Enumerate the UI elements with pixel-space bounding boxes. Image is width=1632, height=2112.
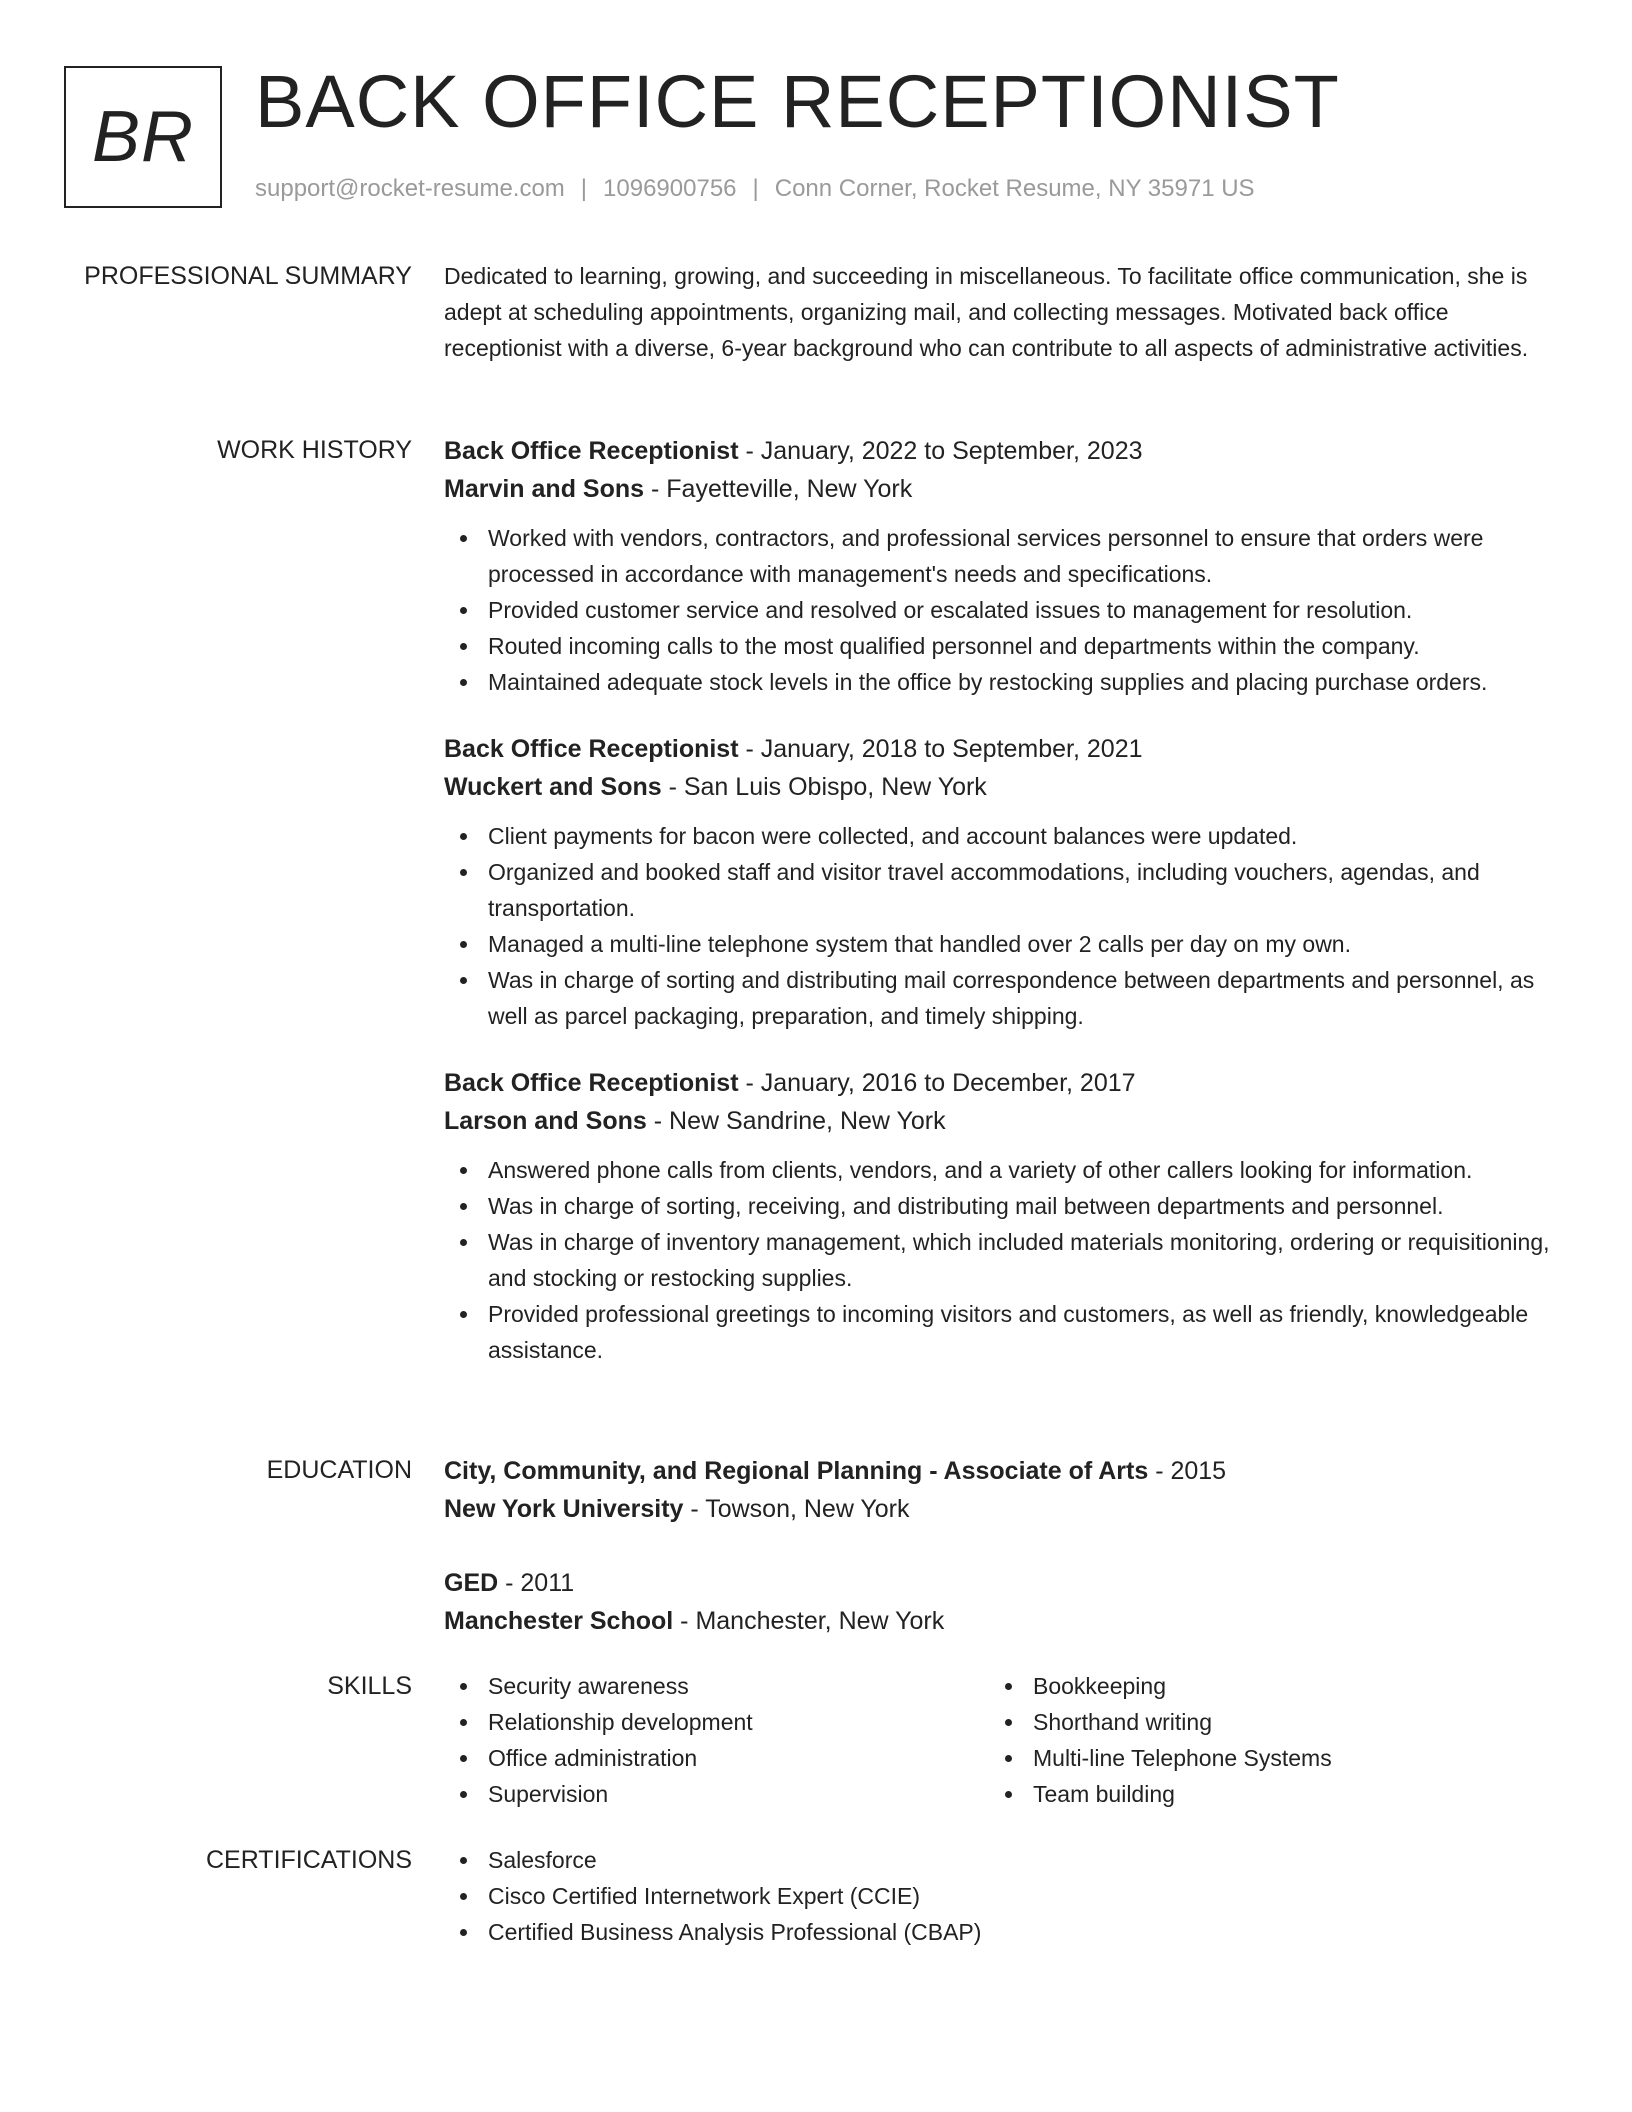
section-label-education: EDUCATION xyxy=(266,1456,412,1484)
job-entry xyxy=(444,1064,1554,1368)
certifications-list xyxy=(444,1842,1554,1950)
job-dates: - January, 2016 to December, 2017 xyxy=(738,1069,1136,1097)
job-dates: - January, 2018 to September, 2021 xyxy=(738,735,1143,763)
job-company: Larson and Sons xyxy=(444,1107,647,1135)
monogram-initials: BR xyxy=(91,97,195,177)
job-bullets xyxy=(444,520,1554,700)
skill-item: Team building xyxy=(989,1776,1534,1812)
list-item: Worked with vendors, contractors, and professional services personnel to ensure that orders were processed in accordance with management's needs and specifications. xyxy=(444,520,1554,592)
certification-item: Salesforce xyxy=(444,1842,1554,1878)
certification-item: Certified Business Analysis Professional (CBAP) xyxy=(444,1914,1554,1950)
job-bullets xyxy=(444,1152,1554,1368)
contact-line xyxy=(255,174,1255,204)
job-title-line xyxy=(444,730,1554,768)
job-location: - Fayetteville, New York xyxy=(644,475,913,503)
education-entry xyxy=(444,1452,1554,1528)
list-item: Routed incoming calls to the most qualified personnel and departments within the company. xyxy=(444,628,1554,664)
job-bullets xyxy=(444,818,1554,1034)
job-company-line xyxy=(444,470,1554,508)
certification-item: Cisco Certified Internetwork Expert (CCIE) xyxy=(444,1878,1554,1914)
list-item: Client payments for bacon were collected, and account balances were updated. xyxy=(444,818,1554,854)
resume-title: BACK OFFICE RECEPTIONIST xyxy=(255,60,1340,143)
list-item: Maintained adequate stock levels in the office by restocking supplies and placing purchase orders. xyxy=(444,664,1554,700)
education-degree-line xyxy=(444,1564,1554,1602)
education-degree-line xyxy=(444,1452,1554,1490)
skill-item: Multi-line Telephone Systems xyxy=(989,1740,1534,1776)
job-title: Back Office Receptionist xyxy=(444,437,739,465)
contact-separator: | xyxy=(752,175,759,202)
job-location: - New Sandrine, New York xyxy=(646,1107,946,1135)
list-item: Organized and booked staff and visitor travel accommodations, including vouchers, agendas, and transportation. xyxy=(444,854,1554,926)
skill-item: Relationship development xyxy=(444,1704,989,1740)
job-company-line xyxy=(444,1102,1554,1140)
contact-email: support@rocket-resume.com xyxy=(255,175,565,202)
monogram-box xyxy=(64,66,222,208)
education-school: Manchester School xyxy=(444,1607,674,1635)
list-item: Provided professional greetings to incoming visitors and customers, as well as friendly, knowledgeable assistance. xyxy=(444,1296,1554,1368)
list-item: Was in charge of sorting, receiving, and distributing mail between departments and personnel. xyxy=(444,1188,1554,1224)
education-entry xyxy=(444,1564,1554,1640)
education-school: New York University xyxy=(444,1495,684,1523)
section-label-work-history: WORK HISTORY xyxy=(217,436,412,464)
section-label-skills: SKILLS xyxy=(327,1672,412,1700)
list-item: Managed a multi-line telephone system that handled over 2 calls per day on my own. xyxy=(444,926,1554,962)
work-history-body xyxy=(444,432,1554,1398)
education-school-line xyxy=(444,1602,1554,1640)
section-label-certifications: CERTIFICATIONS xyxy=(205,1846,412,1874)
summary-text: Dedicated to learning, growing, and succeeding in miscellaneous. To facilitate office communication, she is adept at scheduling appointments, organizing mail, and collecting messages. Motivated back office receptionist with a diverse, 6-year background who can contribute to all aspects of administrative activities. xyxy=(444,263,1529,361)
education-location: - Towson, New York xyxy=(683,1495,910,1523)
job-company: Wuckert and Sons xyxy=(444,773,662,801)
list-item: Was in charge of inventory management, which included materials monitoring, ordering or requisitioning, and stocking or restocking supplies. xyxy=(444,1224,1554,1296)
job-title-line xyxy=(444,432,1554,470)
job-company: Marvin and Sons xyxy=(444,475,645,503)
skills-left-column xyxy=(444,1668,989,1812)
education-body xyxy=(444,1452,1554,1676)
skill-item: Supervision xyxy=(444,1776,989,1812)
list-item: Was in charge of sorting and distributing mail correspondence between departments and personnel, as well as parcel packaging, preparation, and timely shipping. xyxy=(444,962,1554,1034)
job-title: Back Office Receptionist xyxy=(444,1069,739,1097)
summary-body xyxy=(444,258,1554,366)
skills-grid xyxy=(444,1668,1554,1812)
certifications-body xyxy=(444,1842,1554,1950)
education-school-line xyxy=(444,1490,1554,1528)
contact-phone: 1096900756 xyxy=(603,175,737,202)
job-location: - San Luis Obispo, New York xyxy=(661,773,987,801)
education-degree: GED xyxy=(444,1569,499,1597)
job-title: Back Office Receptionist xyxy=(444,735,739,763)
skill-item: Security awareness xyxy=(444,1668,989,1704)
job-company-line xyxy=(444,768,1554,806)
education-year: - 2011 xyxy=(498,1569,575,1597)
education-degree: City, Community, and Regional Planning - Associate of Arts xyxy=(444,1457,1149,1485)
section-label-summary: PROFESSIONAL SUMMARY xyxy=(84,262,412,290)
contact-address: Conn Corner, Rocket Resume, NY 35971 US xyxy=(774,175,1255,202)
list-item: Provided customer service and resolved or escalated issues to management for resolution. xyxy=(444,592,1554,628)
skills-body xyxy=(444,1668,1554,1812)
skill-item: Office administration xyxy=(444,1740,989,1776)
job-title-line xyxy=(444,1064,1554,1102)
contact-separator: | xyxy=(580,175,588,202)
job-entry xyxy=(444,432,1554,700)
skill-item: Bookkeeping xyxy=(989,1668,1534,1704)
education-location: - Manchester, New York xyxy=(673,1607,945,1635)
job-entry xyxy=(444,730,1554,1034)
job-dates: - January, 2022 to September, 2023 xyxy=(738,437,1143,465)
education-year: - 2015 xyxy=(1148,1457,1227,1485)
skill-item: Shorthand writing xyxy=(989,1704,1534,1740)
list-item: Answered phone calls from clients, vendors, and a variety of other callers looking for information. xyxy=(444,1152,1554,1188)
skills-right-column xyxy=(989,1668,1534,1812)
